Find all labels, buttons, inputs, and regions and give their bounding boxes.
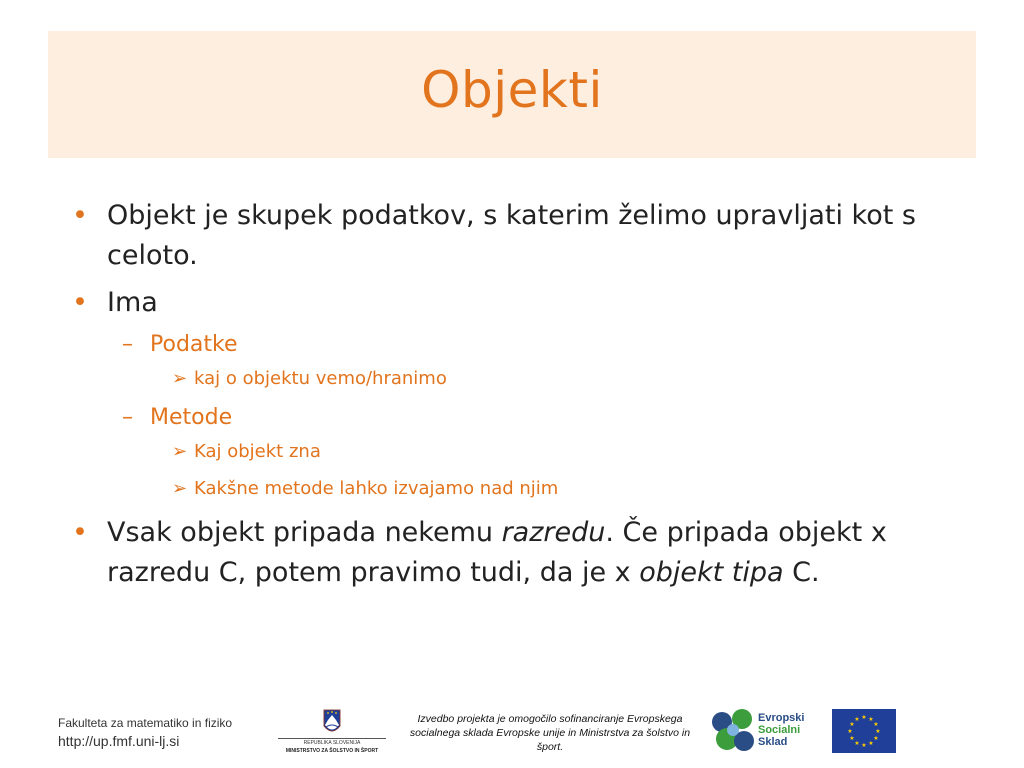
svg-text:★: ★ [849, 721, 855, 728]
esf-line2: Socialni [758, 724, 801, 736]
bullet-text-part: C. [783, 557, 820, 588]
sub-sub-item [172, 476, 952, 502]
esf-line1: Evropski [758, 712, 805, 724]
funding-note: Izvedbo projekta je omogočilo sofinanciranje Evropskega socialnega sklada Evropske unije in Ministrstva za šolstvo in šport. [409, 713, 691, 753]
divider [278, 738, 386, 739]
arrow-bullet-icon: ➢ [172, 368, 188, 389]
svg-text:★: ★ [861, 714, 867, 721]
bullet-text-part: Vsak objekt pripada nekemu [107, 517, 502, 548]
sub-item-text: Metode [150, 405, 233, 430]
eu-stars-icon [832, 709, 896, 753]
bullet-text-part: . Če pripada objekt x razredu C, potem pravimo tudi, da je x [107, 517, 887, 588]
sub-sub-item-text: Kakšne metode lahko izvajamo nad njim [194, 478, 559, 499]
sub-sub-item [172, 366, 952, 392]
esf-people-icon [711, 708, 755, 754]
svg-text:★: ★ [849, 735, 855, 742]
emphasis-text: objekt tipa [639, 557, 784, 588]
dash-marker: – [122, 405, 133, 430]
emphasis-text: razredu [501, 517, 606, 548]
coat-of-arms-icon [278, 708, 386, 738]
faculty-name: Fakulteta za matematiko in fiziko [58, 716, 233, 730]
svg-text:★: ★ [875, 728, 881, 735]
esf-text [758, 712, 804, 748]
bullet-item [72, 513, 952, 593]
svg-text:★: ★ [861, 742, 867, 749]
bullet-item [72, 196, 952, 276]
svg-text:★: ★ [873, 735, 879, 742]
sub-item [122, 330, 952, 360]
dash-marker: – [122, 332, 133, 357]
arrow-bullet-icon: ➢ [172, 478, 188, 499]
svg-text:★: ★ [854, 716, 860, 723]
slide-content [72, 196, 952, 600]
svg-text:★: ★ [868, 716, 874, 723]
slide-title: Objekti [421, 61, 603, 119]
footer-faculty [58, 716, 232, 749]
ministry-logo [278, 708, 386, 756]
sub-sub-item-text: Kaj objekt zna [194, 441, 321, 462]
eu-flag [832, 709, 896, 753]
esf-line3: Sklad [758, 736, 788, 748]
bullet-marker: • [72, 200, 88, 231]
arrow-bullet-icon: ➢ [172, 441, 188, 462]
sub-item-text: Podatke [150, 332, 238, 357]
sub-sub-item [172, 439, 952, 465]
bullet-marker: • [72, 517, 88, 548]
svg-text:★: ★ [854, 740, 860, 747]
sub-item [122, 403, 952, 433]
title-band [48, 31, 976, 158]
sub-sub-item-text: kaj o objektu vemo/hranimo [194, 368, 447, 389]
ministry-line1: REPUBLIKA SLOVENIJA [303, 740, 361, 746]
ministry-line2: MINISTRSTVO ZA ŠOLSTVO IN ŠPORT [285, 748, 379, 754]
svg-text:★: ★ [847, 728, 853, 735]
bullet-text: Objekt je skupek podatkov, s katerim želimo upravljati kot s celoto. [107, 200, 916, 271]
faculty-url[interactable]: http://up.fmf.uni-lj.si [58, 733, 180, 749]
esf-logo [711, 708, 811, 754]
svg-text:★: ★ [868, 740, 874, 747]
bullet-item [72, 283, 952, 323]
bullet-text: Ima [107, 287, 158, 318]
bullet-marker: • [72, 287, 88, 318]
svg-text:★: ★ [873, 721, 879, 728]
